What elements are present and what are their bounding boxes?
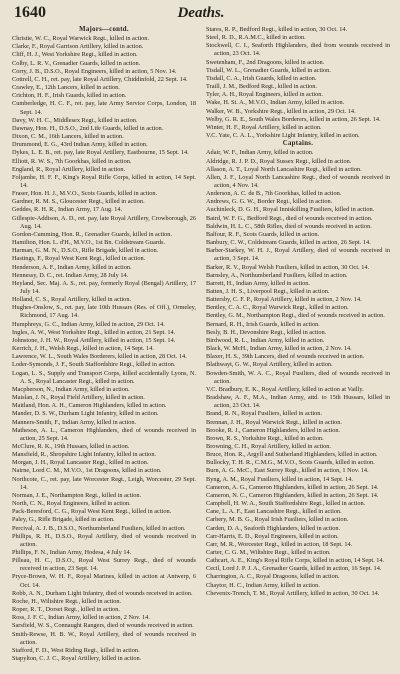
roll-entry: Barber-Starkey, W. H. J., Royal Artillery, died of wounds received in action, 3 Sept. 14. [206, 247, 390, 263]
roll-entry: Anderson, A. C. de B., 7th Goorkhas, killed in action. [206, 190, 342, 198]
roll-entry: Gordon-Cumming, Hon. R., Grenadier Guards, killed in action. [12, 230, 173, 238]
roll-entry: Roche, H., Wiltshire Regt., killed in action. [12, 597, 122, 605]
section-title-captains: Captains. [282, 140, 314, 148]
roll-entry: Sarsfield, W. S., Connaught Rangers, died of wounds received in action. [12, 622, 194, 630]
roll-entry: Byng, A. M., Royal Fusiliers, killed in action, 14 Sept. 14. [206, 475, 353, 483]
roll-entry: Batten, J. H. S., Liverpool Regt., killed in action. [206, 288, 330, 295]
roll-entry: Browning, C. H., Royal Artillery, killed in action. [206, 442, 331, 450]
roll-entry: Johnstone, J. H. W., Royal Artillery, killed in action, 15 Sept. 14. [12, 336, 176, 344]
roll-entry: Besly, B. H., Devonshire Regt., killed in action. [206, 328, 327, 336]
roll-entry: Corry, J. B., D.S.O., Royal Engineers, killed in action, 5 Nov. 14. [12, 67, 177, 75]
roll-entry: Carter, C. G. M., Wiltshire Regt., killed in action. [206, 549, 331, 556]
roll-entry: Pack-Beresford, C. G., Royal West Kent Regt., killed in action. [12, 508, 172, 516]
roll-entry: Stares, R. P., Bedford Regt., killed in action, 30 Oct. 14. [206, 26, 348, 33]
roll-entry: Loder-Symonds, J. F., South Staffordshire Regt., killed in action. [12, 361, 176, 369]
roll-entry: Stapylton, C. J. C., Royal Artillery, killed in action. [12, 655, 142, 663]
roll-entry: Drummond, E. G., 43rd Indian Army, killed in action. [12, 141, 148, 149]
roll-entry: Baldwin, H. L. C., 58th Rifles, died of wounds received in action. [206, 222, 372, 230]
roll-entry: Hastings, F., Royal West Kent Regt., killed in action. [12, 255, 146, 263]
roll-entry: Battersby, C. F. P., Royal Artillery, killed in action, 2 Nov. 14. [206, 296, 362, 304]
page-number: 1640 [14, 4, 46, 21]
roll-entry: Dawnay, Hon. H., D.S.O., 2nd Life Guards, killed in action. [12, 124, 164, 132]
roll-entry: Bradshaw, A. F., M.A., Indian Army, attd. to 15th Hussars, killed in action, 23 Oct. 14. [206, 394, 390, 410]
roll-entry: Mander, D. S. W., Durham Light Infantry, killed in action. [12, 410, 159, 418]
roll-entry: Carbery, M. B. G., Royal Irish Fusiliers, killed in action. [206, 516, 349, 524]
roll-entry: Crichton, H. F., Irish Guards, killed in action. [12, 92, 127, 100]
roll-entry: Balfour, R. F., Scots Guards, killed in action. [206, 230, 320, 238]
roll-entry: Phillips, R. H., D.S.O., Royal Artillery, died of wounds received in action. [12, 532, 196, 548]
roll-entry: Tisdall, W. L., Grenadier Guards, killed in action. [206, 66, 331, 74]
roll-entry: Tisdall, C. A., Irish Guards, killed in action. [206, 74, 317, 82]
roll-entry: Steel, R. D., R.A.M.C., killed in action. [206, 34, 306, 42]
right-column [206, 26, 390, 663]
roll-entry: Wake, H. St. A., M.V.O., Indian Army, killed in action. [206, 99, 345, 107]
roll-entry: Aldridge, R. J. P. D., Royal Sussex Regt., killed in action. [206, 157, 352, 165]
captains-list [206, 149, 390, 598]
roll-entry: Allen, J. F., Loyal North Lancashire Regt., died of wounds received in action, 4 Nov. 14. [206, 173, 390, 189]
roll-entry: Hughes-Onslow, S., ret. pay, late 10th Hussars (Res. of Off.), Ormeley, Richmond, 17 Aug. 14. [12, 304, 196, 320]
roll-entry: Bullocky, T. H. R., C.M.G., M.V.O., Scots Guards, killed in action. [206, 459, 375, 467]
roll-entry: Brennan, J. H., Royal Warwick Regt., killed in action. [206, 418, 342, 426]
roll-entry: Birdwood, R. L., Indian Army, killed in action. [206, 336, 325, 344]
roll-entry: McClure, R. K., 19th Hussars, killed in action. [12, 442, 130, 450]
roll-entry: V.C. Yate, C. A. L., Yorkshire Light Infantry, killed in action. [206, 132, 360, 140]
roll-entry: Adair, W. F., Indian Army, killed in action. [206, 149, 314, 157]
roll-entry: Dykes, L. E. B., ret. pay, late Royal Artillery, Eastbourne, 15 Sept. 14. [12, 149, 189, 157]
roll-entry: Stockwell, C. I., Seaforth Highlanders, died from wounds received in action, 23 Oct. 14. [206, 42, 390, 58]
roll-entry: Hennessy, D. C., ret. Indian Army, 28 July 14. [12, 271, 129, 279]
roll-entry: Heyland, Sec. Maj. A. S., ret. pay, formerly Royal (Bengal) Artillery, 17 July 14. [12, 279, 196, 295]
roll-entry: Manners-Smith, F., Indian Army, killed in action. [12, 418, 137, 426]
roll-entry: Cameron, A. G., Cameron Highlanders, killed in action, 26 Sept. 14. [206, 483, 379, 491]
roll-entry: Banbury, C. W., Coldstream Guards, killed in action, 26 Sept. 14. [206, 239, 371, 247]
roll-entry: Swetenham, F., 2nd Dragoons, killed in action. [206, 58, 325, 66]
roll-entry: Andrews, G. G. W., Border Regt., killed in action. [206, 198, 333, 206]
left-column [12, 26, 196, 663]
roll-entry: Barnsley, A., Northumberland Fusiliers, killed in action. [206, 271, 348, 279]
roll-entry: Baird, W. F. G., Bedford Regt., died of wounds received in action. [206, 214, 373, 222]
roll-entry: Blaxer, H. S., 39th Lancers, died of wounds received in action. [206, 353, 365, 361]
roll-entry: Bentley, C. A. C., Royal Warwick Regt., killed in action. [206, 304, 349, 312]
roll-entry: Phillips, F. N., Indian Army, Hodesa, 4 July 14. [12, 549, 132, 556]
roll-entry: Stafford, F. D., West Riding Regt., killed in action. [12, 646, 140, 654]
roll-entry: Tyler, A. H., Royal Engineers, killed in action. [206, 91, 323, 99]
roll-entry: Ross, J. F. C., Indian Army, killed in action, 2 Nov. 14. [12, 614, 150, 622]
roll-entry: Mansfield, R., Shropshire Light Infantry, killed in action. [12, 451, 157, 459]
roll-entry: Blathwayt, G. W., Royal Artillery, killed in action. [206, 361, 333, 369]
roll-entry: Davy, W. H. C., Middlesex Regt., killed in action. [12, 116, 138, 124]
roll-entry: Crawley, E., 12th Lancers, killed in action. [12, 84, 120, 92]
roll-entry: Northcote, C., ret. pay, late Worcester Regt., Leigh, Worcester, 29 Sept. 14. [12, 475, 196, 491]
roll-entry: Pilleau, H. C., D.S.O., Royal West Surrey Regt., died of wounds received in action, 23 Sept. 14. [12, 557, 196, 573]
roll-entry: Harman, G. M. N., D.S.O., Rifle Brigade, killed in action. [12, 247, 159, 255]
roll-entry: Lawrence, W. L., South Wales Borderers, killed in action, 28 Oct. 14. [12, 353, 187, 361]
roll-entry: Campbell, H. W. A., South Staffordshire Regt., killed in action. [206, 500, 366, 508]
roll-entry: Bruce, Hon. R., Argyll and Sutherland Highlanders, killed in action. [206, 451, 378, 459]
roll-entry: Cliff, H. J., West Yorkshire Regt., killed in action. [12, 51, 138, 59]
roll-entry: Maitland, Hon. A. H., Cameron Highlanders, killed in action. [12, 402, 167, 410]
roll-entry: Colby, L. R. V., Grenadier Guards, killed in action. [12, 59, 141, 67]
roll-entry: Foljambe, H. F. F., King's Royal Rifle Corps, killed in action, 14 Sept. 14. [12, 173, 196, 189]
roll-entry: Auchinleck, D. G. H., Royal Inniskilling Fusiliers, killed in action. [206, 206, 375, 214]
roll-entry: Walker, W. B., Yorkshire Regt., killed in action, 29 Oct. 14. [206, 107, 356, 115]
roll-entry: Gardner, R. M. S., Gloucester Regt., killed in action. [12, 198, 145, 206]
roll-entry: Brown, R. S., Yorkshire Regt., killed in action. [206, 434, 324, 442]
roll-entry: Carden, D. A., Seaforth Highlanders, killed in action. [206, 524, 341, 532]
roll-entry: Percival, A. J. B., D.S.O., Northumberland Fusiliers, killed in action. [12, 524, 186, 532]
roll-entry: Chevenix-Trench, T. M., Royal Artillery, killed in action, 30 Oct. 14. [206, 589, 380, 597]
roll-entry: Burn, A. G. McC., East Surrey Regt., killed in action, 1 Nov. 14. [206, 467, 369, 475]
roll-entry: Fraser, Hon. H. J., M.V.O., Scots Guards, killed in action. [12, 190, 158, 198]
roll-entry: Chaytor, H. C., Indian Army, killed in action. [206, 581, 320, 589]
roll-entry: Winter, H. F., Royal Artillery, killed in action. [206, 123, 322, 131]
roll-entry: Cecil, Lord J. P. J. A., Grenadier Guards, killed in action, 16 Sept. 14. [206, 565, 382, 573]
page-header [12, 4, 390, 24]
section-title-majors: Majors—contd. [79, 26, 129, 33]
roll-entry: Ingles, A. W., West Yorkshire Regt., killed in action, 21 Sept. 14. [12, 328, 176, 336]
roll-entry: Gillespie-Addison, A. D., ret. pay, late Royal Artillery, Crowborough, 26 Aug. 14. [12, 214, 196, 230]
roll-entry: Charrington, A. C., Royal Dragoons, killed in action. [206, 573, 340, 581]
roll-entry: Logan, L. S., Supply and Transport Corps, killed accidentally Lyons, N. A. S., Royal Lancaster Regt., killed in action. [12, 369, 196, 385]
roll-entry: Traill, J. M., Bedford Regt., killed in action. [206, 83, 318, 91]
roll-entry: Geddes, R. H. R., Indian Army, 17 Aug. 14. [12, 206, 123, 214]
roll-entry: Robb, A. N., Durham Light Infantry, died of wounds received in action. [12, 589, 193, 597]
two-column-body [12, 26, 390, 663]
roll-entry: Henderson, A. F., Indian Army, killed in action. [12, 263, 132, 271]
roll-entry: Smith-Rewse, H. B. W., Royal Artillery, died of wounds received in action. [12, 630, 196, 646]
roll-entry: Matheson, A. L., Cameron Highlanders, died of wounds received in action, 25 Sept. 14. [12, 426, 196, 442]
roll-entry: Norman, J. E., Northampton Regt., killed in action. [12, 491, 142, 499]
roll-entry: Kerrich, J. H., Welsh Regt., killed in action, 14 Sept. 14. [12, 345, 154, 353]
roll-entry: Cameron, N. C., Cameron Highlanders, killed in action, 26 Sept. 14. [206, 491, 379, 499]
roll-entry: Bernard, R. H., Irish Guards, killed in action. [206, 320, 320, 328]
roll-entry: Barker, R. V., Royal Welsh Fusiliers, killed in action, 30 Oct. 14. [206, 263, 370, 271]
roll-entry: Allason, A. T., Loyal North Lancashire Regt., killed in action. [206, 165, 362, 173]
roll-entry: Elliott, R. W. S., 7th Goorkhas, killed in action. [12, 157, 132, 165]
roll-entry: Cottrell, C. H., ret. pay, late Royal Artillery, Chiddinfold, 22 Sept. 14. [12, 75, 188, 83]
roll-entry: Cumberledge, H. C. F., ret. pay, late Army Service Corps, London, 18 Sept. 14. [12, 100, 196, 116]
roll-entry: Roper, R. T., Dorset Regt., killed in action. [12, 606, 120, 614]
roll-entry: Nairne, Lord C. M., M.V.O., 1st Dragoons, killed in action. [12, 467, 162, 475]
roll-entry: Holland, C. S., Royal Artillery, killed in action. [12, 296, 132, 304]
roll-entry: Brooke, R. J., Cameron Highlanders, killed in action. [206, 426, 341, 434]
roll-entry: Hamilton, Hon. L. d'H., M.V.O., 1st Bn. Coldstream Guards. [12, 239, 166, 247]
roll-entry: Christie, W. C., Royal Warwick Regt., killed in action. [12, 35, 150, 43]
roll-entry: V.C. Bradbury, E. K., Royal Artillery, killed in action at Vailly. [206, 385, 364, 393]
roll-entry: Barrett, H., Indian Army, killed in action. [206, 279, 310, 287]
running-head: Deaths. [177, 5, 225, 21]
roll-entry: Welby, G. R. E., South Wales Borderers, killed in action, 26 Sept. 14. [206, 115, 381, 123]
roll-entry: Cane, L. A. F., East Lancashire Regt., killed in action. [206, 508, 342, 516]
roll-entry: Bentley, G. M., Northampton Regt., died of wounds received in action. [206, 312, 385, 320]
roll-entry: Dixon, C. M., 16th Lancers, killed in action. [12, 133, 124, 141]
roll-entry: Black, W. McH., Indian Army, killed in action, 2 Nov. 14. [206, 345, 352, 353]
roll-entry: Humphreys, G. C., Indian Army, killed in action, 29 Oct. 14. [12, 320, 165, 328]
roll-entry: England, R., Royal Artillery, killed in action. [12, 165, 126, 173]
majors-list [12, 35, 196, 663]
roll-entry: Macpherson, N., Indian Army, killed in action. [12, 385, 130, 393]
roll-entry: Pryce-Brown, W. H. F., Royal Marines, killed in action at Antwerp, 6 Oct. 14. [12, 573, 196, 589]
roll-entry: Paley, G., Rifle Brigade, killed in action. [12, 516, 115, 524]
roll-entry: Clarke, F., Royal Garrison Artillery, killed in action. [12, 43, 144, 51]
roll-entry: Brand, R. N., Royal Fusiliers, killed in action. [206, 410, 322, 418]
roll-entry: Morgan, J. H., Royal Lancaster Regt., killed in action. [12, 459, 149, 467]
roll-entry: Bowden-Smith, W. A. C., Royal Fusiliers, died of wounds received in action. [206, 369, 390, 385]
majors-list-continued [206, 26, 390, 140]
roll-entry: Maislan, J. N., Royal Field Artillery, killed in action. [12, 394, 145, 402]
roll-entry: Carr, M. R., Worcester Regt., killed in action, 18 Sept. 14. [206, 540, 353, 548]
roll-entry: North, C. N., Royal Engineers, killed in action. [12, 500, 131, 508]
roll-entry: Carr-Harris, E. D., Royal Engineers, killed in action. [206, 532, 339, 540]
roll-entry: Cathcart, A. E., King's Royal Rifle Corps, killed in action, 14 Sept. 14. [206, 557, 385, 565]
